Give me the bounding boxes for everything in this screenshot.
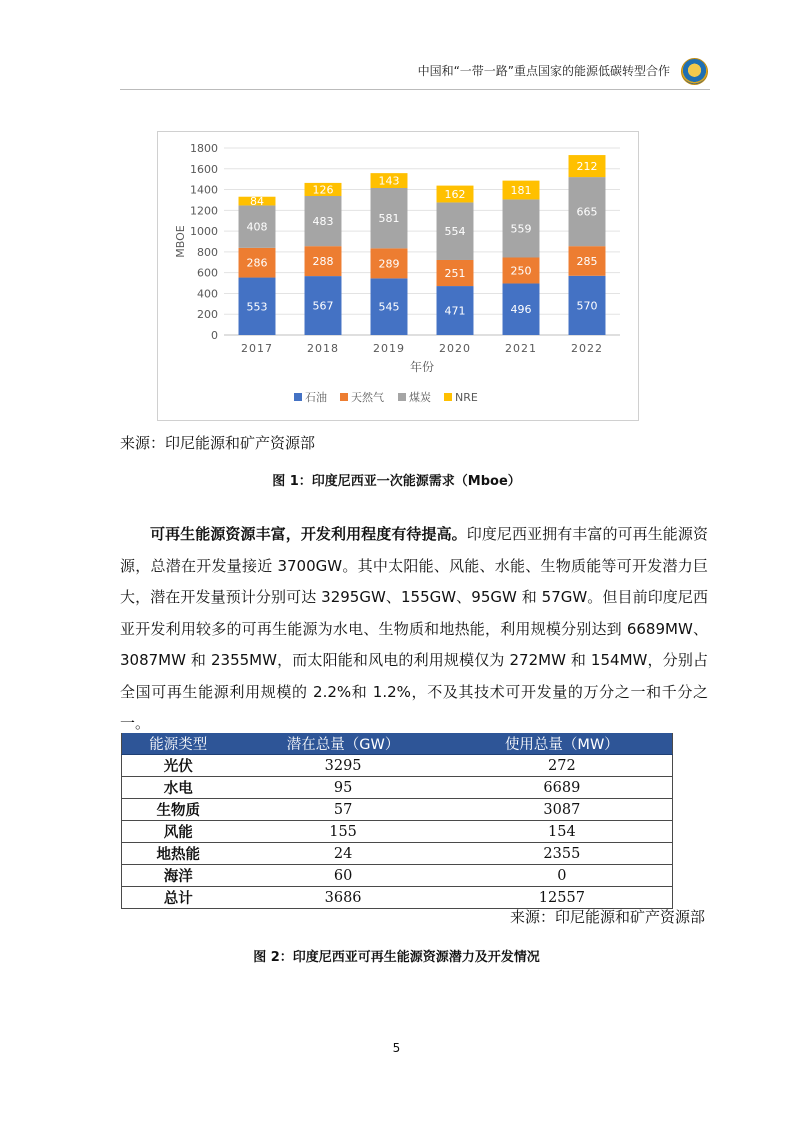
legend-swatch [294, 393, 302, 401]
table-cell-usage: 0 [452, 865, 673, 887]
y-tick-label: 1600 [190, 162, 218, 176]
figure1-source: 来源：印尼能源和矿产资源部 [120, 434, 316, 452]
y-tick-label: 400 [197, 287, 218, 301]
y-tick-label: 1800 [190, 142, 218, 155]
energy-demand-chart [157, 131, 639, 421]
data-label: 559 [510, 222, 532, 236]
data-label: 212 [576, 160, 598, 174]
x-tick-label: 2020 [439, 342, 471, 355]
table-cell-potential: 155 [234, 821, 451, 843]
data-label: 545 [378, 300, 400, 314]
table-cell-type: 海洋 [122, 865, 235, 887]
table-cell-usage: 6689 [452, 777, 673, 799]
stacked-bar-chart-svg [158, 132, 638, 420]
renewable-potential-table [121, 733, 673, 909]
table-cell-type: 风能 [122, 821, 235, 843]
table-cell-potential: 3295 [234, 755, 451, 777]
data-label: 408 [246, 220, 268, 234]
y-tick-label: 200 [197, 308, 218, 322]
data-label: 250 [510, 264, 532, 278]
table-cell-potential: 60 [234, 865, 451, 887]
y-axis-label: MBOE [174, 225, 187, 258]
x-tick-label: 2019 [373, 342, 405, 355]
legend-swatch [340, 393, 348, 401]
body-paragraph [120, 519, 708, 740]
y-tick-label: 1200 [190, 204, 218, 218]
data-label: 288 [312, 255, 334, 269]
x-tick-label: 2017 [241, 342, 273, 355]
table-row [122, 843, 673, 865]
data-label: 84 [250, 195, 264, 209]
legend-entry: NRE [455, 391, 478, 404]
table-cell-type: 生物质 [122, 799, 235, 821]
figure2-source: 来源：印尼能源和矿产资源部 [509, 908, 705, 926]
table-cell-type: 总计 [122, 887, 235, 909]
data-label: 554 [444, 225, 466, 239]
x-tick-label: 2022 [571, 342, 603, 355]
data-label: 285 [576, 254, 598, 268]
paragraph-body: 印度尼西亚拥有丰富的可再生能源资源，总潜在开发量接近 3700GW。其中太阳能、风能、水能、生物质能等可开发潜力巨大，潜在开发量预计分别可达 3295GW、155GW、95GW 和 57GW。但目前印度尼西亚开发利用较多的可再生能源为水电、生物质和地热能，利用规模分别达到 6689MW、3087MW 和 2355MW，而太阳能和风电的利用规模仅为 272MW 和 154MW，分别占全国可再生能源利用规模的 2.2%和 1.2%，不及其技术可开发量的万分之一和千分之一。 [120, 525, 708, 732]
y-tick-label: 600 [197, 266, 218, 280]
table-row [122, 777, 673, 799]
emblem-logo [681, 58, 708, 85]
table-cell-type: 光伏 [122, 755, 235, 777]
table-cell-type: 水电 [122, 777, 235, 799]
data-label: 567 [312, 299, 334, 313]
table-row [122, 755, 673, 777]
y-tick-label: 800 [197, 245, 218, 259]
paragraph-lead: 可再生能源资源丰富，开发利用程度有待提高。 [150, 525, 467, 543]
figure2-caption: 图 2：印度尼西亚可再生能源资源潜力及开发情况 [253, 950, 540, 965]
data-label: 289 [378, 257, 400, 271]
data-label: 126 [312, 183, 334, 197]
table-header-cell: 能源类型 [122, 733, 235, 755]
x-tick-label: 2021 [505, 342, 537, 355]
table-cell-usage: 154 [452, 821, 673, 843]
data-label: 581 [378, 212, 400, 226]
running-header: 中国和“一带一路”重点国家的能源低碳转型合作 [417, 64, 670, 78]
page-number: 5 [392, 1041, 401, 1055]
figure1-caption: 图 1：印度尼西亚一次能源需求（Mboe） [272, 474, 521, 489]
data-label: 286 [246, 256, 268, 270]
legend-swatch [398, 393, 406, 401]
data-label: 251 [444, 267, 466, 281]
legend-swatch [444, 393, 452, 401]
x-axis-label: 年份 [409, 360, 435, 374]
data-label: 181 [510, 184, 532, 198]
table-header-cell: 使用总量（MW） [452, 733, 673, 755]
table-cell-potential: 57 [234, 799, 451, 821]
legend-entry: 煤炭 [409, 391, 431, 404]
data-label: 143 [378, 174, 400, 188]
table-header-cell: 潜在总量（GW） [234, 733, 451, 755]
table-cell-usage: 272 [452, 755, 673, 777]
legend-entry: 天然气 [351, 391, 384, 404]
table-cell-usage: 2355 [452, 843, 673, 865]
data-label: 483 [312, 215, 334, 229]
table-cell-potential: 24 [234, 843, 451, 865]
x-tick-label: 2018 [307, 342, 339, 355]
table-row [122, 799, 673, 821]
table-row [122, 865, 673, 887]
table-cell-usage: 3087 [452, 799, 673, 821]
table-cell-type: 地热能 [122, 843, 235, 865]
legend-entry: 石油 [305, 391, 327, 404]
data-label: 665 [576, 205, 598, 219]
table-cell-usage: 12557 [452, 887, 673, 909]
header-divider [120, 89, 710, 90]
table-cell-potential: 95 [234, 777, 451, 799]
data-label: 553 [246, 300, 268, 314]
data-label: 570 [576, 299, 598, 313]
y-tick-label: 0 [211, 329, 218, 342]
table-header-row [122, 733, 673, 755]
y-tick-label: 1400 [190, 183, 218, 197]
data-label: 471 [444, 304, 466, 318]
table-cell-potential: 3686 [234, 887, 451, 909]
y-tick-label: 1000 [190, 225, 218, 239]
data-label: 496 [510, 303, 532, 317]
data-label: 162 [444, 188, 466, 202]
table-row [122, 821, 673, 843]
